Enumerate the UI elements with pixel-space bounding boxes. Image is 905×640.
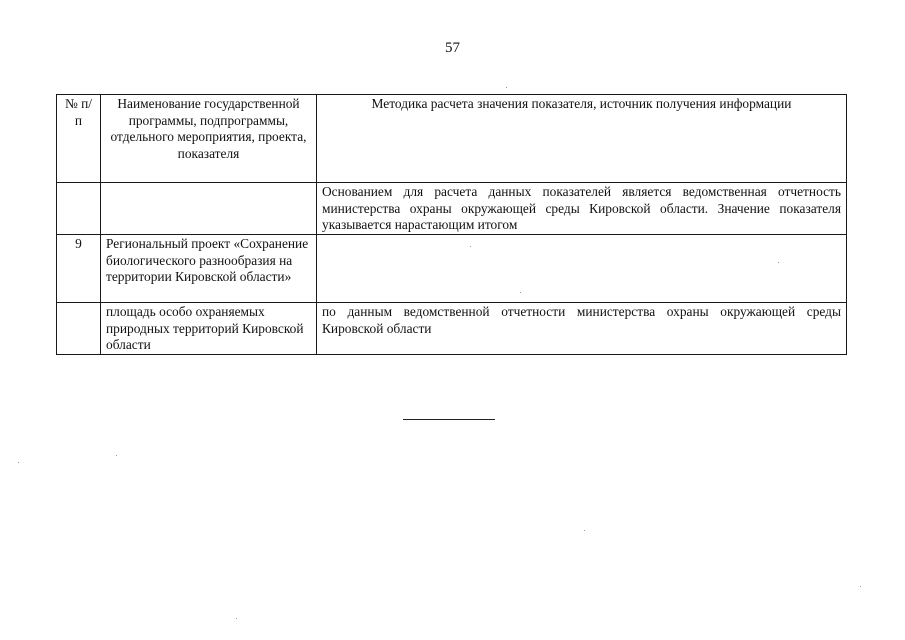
scan-speck <box>860 586 861 587</box>
scan-speck <box>470 246 471 247</box>
scan-speck <box>506 87 507 88</box>
end-separator-line <box>403 419 495 420</box>
scan-speck <box>778 262 779 263</box>
scan-speck <box>584 530 585 531</box>
header-method: Методика расчета значения показателя, источник получения информации <box>317 95 847 183</box>
row-number: 9 <box>57 235 101 303</box>
row-name: площадь особо охраняемых природных территорий Кировской области <box>101 303 317 355</box>
table-row <box>57 235 847 303</box>
row-number <box>57 183 101 235</box>
row-method: по данным ведомственной отчетности министерства охраны окружающей среды Кировской области <box>317 303 847 355</box>
indicator-methodology-table <box>56 94 847 355</box>
scan-speck <box>236 618 237 619</box>
row-number <box>57 303 101 355</box>
header-name: Наименование государственной программы, подпрограммы, отдельного мероприятия, проекта, показателя <box>101 95 317 183</box>
row-name: Региональный проект «Сохранение биологического разнообразия на территории Кировской области» <box>101 235 317 303</box>
row-method <box>317 235 847 303</box>
table-row <box>57 303 847 355</box>
scan-speck <box>18 462 19 463</box>
row-method: Основанием для расчета данных показателей является ведомственная отчетность министерства охраны окружающей среды Кировской области. Значение показателя указывается нарастающим итогом <box>317 183 847 235</box>
page-number: 57 <box>445 40 460 56</box>
table-row <box>57 183 847 235</box>
header-number: № п/п <box>57 95 101 183</box>
table-header-row <box>57 95 847 183</box>
scan-speck <box>520 292 521 293</box>
scan-speck <box>116 455 117 456</box>
row-name <box>101 183 317 235</box>
